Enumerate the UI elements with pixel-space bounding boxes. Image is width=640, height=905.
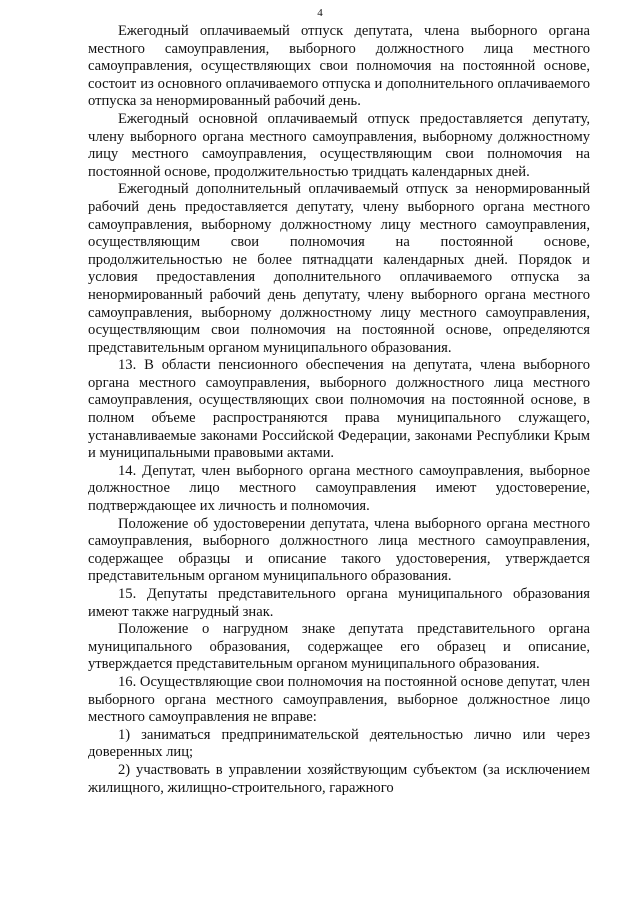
paragraph-badge-regulation: Положение о нагрудном знаке депутата представительного органа муниципального образования, содержащее его образец и описание, утверждается представительным органом муниципального образования.	[88, 621, 590, 673]
paragraph-13-pension: 13. В области пенсионного обеспечения на депутата, члена выборного органа местного самоуправления, выборного должностного лица местного самоуправления, осуществляющих свои полномочия на постоянной основе, в полном объеме распространяются права муниципального служащего, устанавливаемые законами Российской Федерации, законами Республики Крым и муниципальными правовыми актами.	[88, 357, 590, 462]
list-item-1: 1) заниматься предпринимательской деятельностью лично или через доверенных лиц;	[88, 726, 590, 761]
page-number: 4	[317, 7, 323, 19]
document-body	[88, 23, 590, 797]
paragraph-16-restrictions: 16. Осуществляющие свои полномочия на постоянной основе депутат, член выборного органа местного самоуправления, выборное должностное лицо местного самоуправления не вправе:	[88, 673, 590, 726]
paragraph-14-certificate: 14. Депутат, член выборного органа местного самоуправления, выборное должностное лицо местного самоуправления имеют удостоверение, подтверждающее их личность и полномочия.	[88, 462, 590, 515]
paragraph-annual-leave-composition: Ежегодный оплачиваемый отпуск депутата, члена выборного органа местного самоуправления, выборного должностного лица местного самоуправления, осуществляющих свои полномочия на постоянной основе, состоит из основного оплачиваемого отпуска и дополнительного оплачиваемого отпуска за ненормированный рабочий день.	[88, 23, 590, 110]
list-item-2: 2) участвовать в управлении хозяйствующим субъектом (за исключением жилищного, жилищно-строительного, гаражного	[88, 761, 590, 796]
paragraph-certificate-regulation: Положение об удостоверении депутата, члена выборного органа местного самоуправления, выборного должностного лица местного самоуправления, содержащее образцы и описание такого удостоверения, утверждается представительным органом муниципального образования.	[88, 515, 590, 585]
paragraph-basic-leave-duration: Ежегодный основной оплачиваемый отпуск предоставляется депутату, члену выборного органа местного самоуправления, выборному должностному лицу местного самоуправления, осуществляющим свои полномочия на постоянной основе, продолжительностью тридцать календарных дней.	[88, 110, 590, 180]
paragraph-additional-leave: Ежегодный дополнительный оплачиваемый отпуск за ненормированный рабочий день предоставляется депутату, члену выборного органа местного самоуправления, выборному должностному лицу местного самоуправления, осуществляющим свои полномочия на постоянной основе, продолжительностью не более пятнадцати календарных дней. Порядок и условия предоставления дополнительного оплачиваемого отпуска за ненормированный рабочий день депутату, члену выборного органа местного самоуправления, выборному должностному лицу местного самоуправления, осуществляющим свои полномочия на постоянной основе, определяются представительным органом муниципального образования.	[88, 181, 590, 356]
paragraph-15-badge: 15. Депутаты представительного органа муниципального образования имеют также нагрудный знак.	[88, 586, 590, 620]
